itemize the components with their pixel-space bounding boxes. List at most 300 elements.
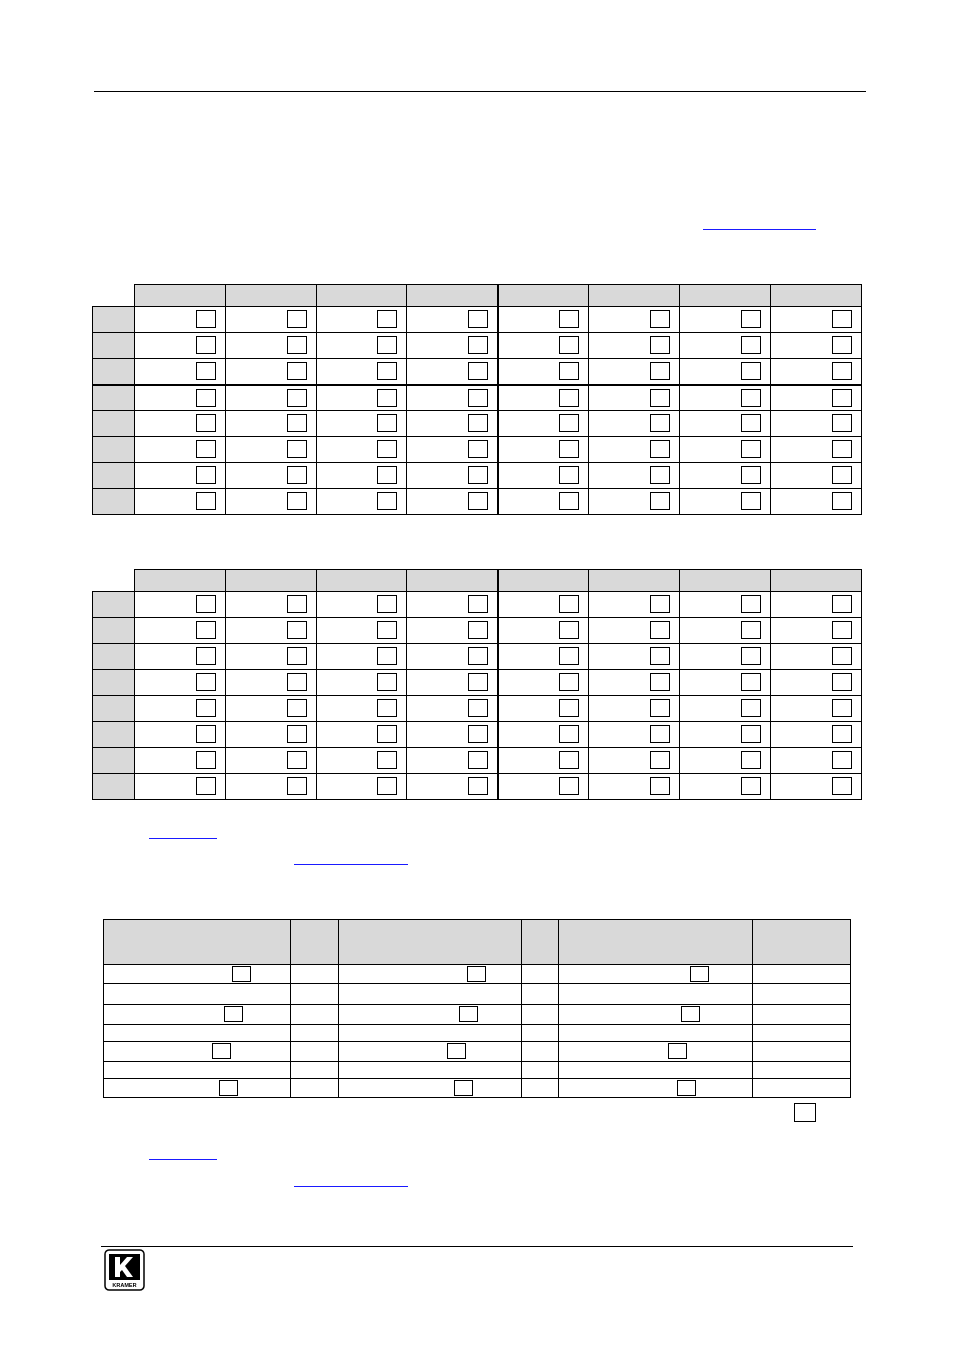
matrix-checkbox[interactable] — [287, 621, 307, 639]
matrix-cell — [680, 359, 771, 385]
column-header — [589, 570, 680, 592]
options-cell — [291, 1079, 339, 1098]
matrix-checkbox[interactable] — [741, 647, 761, 665]
matrix-cell — [498, 696, 589, 722]
matrix-checkbox[interactable] — [287, 725, 307, 743]
options-cell — [559, 984, 753, 1005]
matrix-checkbox[interactable] — [559, 621, 579, 639]
row-label — [93, 437, 135, 463]
matrix-checkbox[interactable] — [377, 389, 397, 407]
option-checkbox[interactable] — [219, 1080, 238, 1096]
matrix-cell — [680, 489, 771, 515]
row-label — [93, 670, 135, 696]
options-cell — [522, 1079, 559, 1098]
matrix-checkbox[interactable] — [741, 336, 761, 354]
table-row — [93, 411, 862, 437]
options-table — [103, 919, 851, 1098]
matrix-cell — [317, 333, 407, 359]
options-cell — [753, 1062, 851, 1079]
matrix-cell — [771, 359, 862, 385]
matrix-checkbox[interactable] — [287, 310, 307, 328]
matrix-cell — [407, 489, 498, 515]
matrix-cell — [589, 774, 680, 800]
options-cell — [559, 1062, 753, 1079]
column-header — [498, 570, 589, 592]
matrix-checkbox[interactable] — [468, 699, 488, 717]
matrix-checkbox[interactable] — [287, 647, 307, 665]
matrix-checkbox[interactable] — [196, 336, 216, 354]
option-checkbox[interactable] — [677, 1080, 696, 1096]
matrix-checkbox[interactable] — [741, 751, 761, 769]
matrix-checkbox[interactable] — [832, 673, 852, 691]
matrix-checkbox[interactable] — [287, 440, 307, 458]
matrix-cell — [589, 463, 680, 489]
row-label — [93, 333, 135, 359]
option-checkbox[interactable] — [681, 1006, 700, 1022]
matrix-checkbox[interactable] — [559, 362, 579, 380]
options-cell — [522, 1005, 559, 1025]
matrix-cell — [589, 748, 680, 774]
matrix-cell — [317, 307, 407, 333]
matrix-cell — [407, 411, 498, 437]
matrix-cell — [680, 644, 771, 670]
matrix-cell — [317, 463, 407, 489]
matrix-cell — [135, 489, 226, 515]
matrix-checkbox[interactable] — [832, 751, 852, 769]
matrix-cell — [135, 463, 226, 489]
matrix-cell — [226, 592, 317, 618]
matrix-cell — [589, 333, 680, 359]
options-cell — [291, 1042, 339, 1062]
matrix-cell — [680, 307, 771, 333]
matrix-checkbox[interactable] — [559, 440, 579, 458]
matrix-checkbox[interactable] — [559, 751, 579, 769]
matrix-checkbox[interactable] — [287, 673, 307, 691]
matrix-cell — [226, 696, 317, 722]
matrix-cell — [317, 748, 407, 774]
matrix-checkbox[interactable] — [650, 673, 670, 691]
matrix-checkbox[interactable] — [741, 414, 761, 432]
row-label — [93, 774, 135, 800]
matrix-cell — [317, 774, 407, 800]
matrix-checkbox[interactable] — [559, 466, 579, 484]
option-checkbox[interactable] — [690, 966, 709, 982]
row-label — [93, 696, 135, 722]
matrix-checkbox[interactable] — [559, 492, 579, 510]
matrix-checkbox[interactable] — [650, 751, 670, 769]
matrix-checkbox[interactable] — [377, 673, 397, 691]
matrix-checkbox[interactable] — [287, 336, 307, 354]
matrix-checkbox[interactable] — [468, 362, 488, 380]
options-header-cell — [559, 920, 753, 965]
matrix-cell — [407, 463, 498, 489]
matrix-checkbox[interactable] — [377, 621, 397, 639]
table-row — [93, 437, 862, 463]
matrix-checkbox[interactable] — [468, 492, 488, 510]
matrix-checkbox[interactable] — [832, 336, 852, 354]
matrix-checkbox[interactable] — [650, 621, 670, 639]
row-label — [93, 385, 135, 411]
matrix-checkbox[interactable] — [832, 440, 852, 458]
matrix-cell — [589, 411, 680, 437]
matrix-checkbox[interactable] — [559, 699, 579, 717]
matrix-checkbox[interactable] — [468, 310, 488, 328]
row-label — [93, 411, 135, 437]
matrix-checkbox[interactable] — [832, 725, 852, 743]
matrix-checkbox[interactable] — [196, 310, 216, 328]
options-cell — [522, 984, 559, 1005]
matrix-checkbox[interactable] — [832, 389, 852, 407]
options-cell — [753, 1005, 851, 1025]
matrix-cell — [498, 333, 589, 359]
matrix-checkbox[interactable] — [196, 621, 216, 639]
matrix-cell — [589, 592, 680, 618]
table-row — [104, 965, 851, 984]
matrix-cell — [226, 437, 317, 463]
options-cell — [522, 965, 559, 984]
options-cell — [522, 1062, 559, 1079]
matrix-checkbox[interactable] — [650, 466, 670, 484]
matrix-checkbox[interactable] — [832, 699, 852, 717]
options-cell — [291, 1005, 339, 1025]
matrix-checkbox[interactable] — [650, 336, 670, 354]
table-row — [93, 592, 862, 618]
matrix-checkbox[interactable] — [832, 362, 852, 380]
matrix-cell — [226, 722, 317, 748]
matrix-cell — [407, 359, 498, 385]
matrix-cell — [498, 592, 589, 618]
matrix-cell — [589, 618, 680, 644]
matrix-checkbox[interactable] — [196, 414, 216, 432]
matrix-checkbox[interactable] — [559, 310, 579, 328]
matrix-checkbox[interactable] — [287, 389, 307, 407]
matrix-checkbox[interactable] — [196, 699, 216, 717]
link-underline-mid-2[interactable] — [294, 864, 408, 865]
matrix-checkbox[interactable] — [741, 725, 761, 743]
matrix-checkbox[interactable] — [559, 595, 579, 613]
row-label — [93, 463, 135, 489]
matrix-cell — [771, 592, 862, 618]
matrix-cell — [680, 774, 771, 800]
option-checkbox[interactable] — [668, 1043, 687, 1059]
matrix-checkbox[interactable] — [287, 492, 307, 510]
matrix-cell — [317, 359, 407, 385]
matrix-cell — [771, 618, 862, 644]
matrix-checkbox[interactable] — [741, 466, 761, 484]
matrix-checkbox[interactable] — [650, 699, 670, 717]
matrix-checkbox[interactable] — [468, 466, 488, 484]
matrix-checkbox[interactable] — [196, 595, 216, 613]
options-header-cell — [291, 920, 339, 965]
matrix-checkbox[interactable] — [377, 336, 397, 354]
matrix-cell — [317, 489, 407, 515]
option-checkbox[interactable] — [459, 1006, 478, 1022]
matrix-cell — [498, 644, 589, 670]
matrix-checkbox[interactable] — [196, 725, 216, 743]
matrix-checkbox[interactable] — [741, 440, 761, 458]
matrix-checkbox[interactable] — [650, 440, 670, 458]
matrix-table-1 — [92, 284, 862, 515]
table-row — [93, 774, 862, 800]
options-cell — [559, 1005, 753, 1025]
standalone-checkbox[interactable] — [794, 1103, 816, 1122]
matrix-cell — [771, 411, 862, 437]
matrix-checkbox[interactable] — [287, 777, 307, 795]
matrix-checkbox[interactable] — [832, 492, 852, 510]
matrix-cell — [498, 774, 589, 800]
matrix-checkbox[interactable] — [377, 414, 397, 432]
row-label — [93, 618, 135, 644]
matrix-cell — [226, 748, 317, 774]
options-cell — [291, 1062, 339, 1079]
matrix-checkbox[interactable] — [741, 673, 761, 691]
matrix-checkbox[interactable] — [196, 777, 216, 795]
matrix-checkbox[interactable] — [832, 777, 852, 795]
options-header-cell — [104, 920, 291, 965]
matrix-checkbox[interactable] — [741, 389, 761, 407]
table-row — [104, 984, 851, 1005]
matrix-checkbox[interactable] — [468, 389, 488, 407]
matrix-checkbox[interactable] — [377, 595, 397, 613]
matrix-checkbox[interactable] — [832, 466, 852, 484]
matrix-checkbox[interactable] — [741, 699, 761, 717]
matrix-checkbox[interactable] — [559, 673, 579, 691]
table-row — [104, 1062, 851, 1079]
matrix-cell — [771, 722, 862, 748]
matrix-checkbox[interactable] — [196, 440, 216, 458]
options-cell — [753, 1079, 851, 1098]
matrix-cell — [317, 437, 407, 463]
column-header — [771, 285, 862, 307]
matrix-cell — [498, 385, 589, 411]
matrix-checkbox[interactable] — [287, 466, 307, 484]
matrix-checkbox[interactable] — [468, 414, 488, 432]
options-cell — [753, 1042, 851, 1062]
matrix-cell — [226, 333, 317, 359]
table-row — [93, 333, 862, 359]
matrix-checkbox[interactable] — [377, 310, 397, 328]
table-row — [93, 385, 862, 411]
matrix-checkbox[interactable] — [741, 595, 761, 613]
matrix-cell — [135, 618, 226, 644]
column-header — [135, 285, 226, 307]
matrix-checkbox[interactable] — [287, 699, 307, 717]
matrix-checkbox[interactable] — [377, 725, 397, 743]
options-cell — [753, 965, 851, 984]
matrix-cell — [407, 618, 498, 644]
column-header — [135, 570, 226, 592]
row-label — [93, 359, 135, 385]
matrix-checkbox[interactable] — [650, 310, 670, 328]
matrix-checkbox[interactable] — [377, 777, 397, 795]
matrix-checkbox[interactable] — [832, 414, 852, 432]
matrix-cell — [771, 307, 862, 333]
matrix-cell — [680, 618, 771, 644]
matrix-cell — [680, 437, 771, 463]
matrix-checkbox[interactable] — [650, 595, 670, 613]
matrix-cell — [680, 592, 771, 618]
matrix-cell — [589, 644, 680, 670]
matrix-checkbox[interactable] — [196, 647, 216, 665]
matrix-cell — [771, 489, 862, 515]
link-underline-top[interactable] — [703, 229, 816, 230]
matrix-checkbox[interactable] — [559, 647, 579, 665]
matrix-cell — [317, 411, 407, 437]
matrix-checkbox[interactable] — [559, 725, 579, 743]
option-checkbox[interactable] — [212, 1043, 231, 1059]
matrix-checkbox[interactable] — [468, 751, 488, 769]
table-row — [93, 644, 862, 670]
link-underline-mid-1[interactable] — [149, 838, 217, 839]
matrix-checkbox[interactable] — [196, 751, 216, 769]
option-checkbox[interactable] — [454, 1080, 473, 1096]
options-cell — [753, 1025, 851, 1042]
matrix-cell — [589, 489, 680, 515]
matrix-checkbox[interactable] — [377, 699, 397, 717]
table-row — [93, 489, 862, 515]
matrix-checkbox[interactable] — [287, 362, 307, 380]
footer-rule — [101, 1246, 853, 1247]
matrix-checkbox[interactable] — [377, 466, 397, 484]
matrix-checkbox[interactable] — [559, 336, 579, 354]
matrix-checkbox[interactable] — [468, 673, 488, 691]
matrix-cell — [680, 333, 771, 359]
matrix-cell — [226, 359, 317, 385]
matrix-checkbox[interactable] — [559, 777, 579, 795]
row-label — [93, 644, 135, 670]
matrix-cell — [680, 696, 771, 722]
options-cell — [559, 1025, 753, 1042]
matrix-cell — [407, 437, 498, 463]
logo-brand-text: KRAMER — [112, 1283, 137, 1289]
table-row — [93, 722, 862, 748]
matrix-checkbox[interactable] — [468, 621, 488, 639]
matrix-cell — [135, 411, 226, 437]
matrix-cell — [589, 722, 680, 748]
matrix-checkbox[interactable] — [287, 595, 307, 613]
matrix-checkbox[interactable] — [832, 595, 852, 613]
matrix-checkbox[interactable] — [196, 492, 216, 510]
matrix-checkbox[interactable] — [832, 310, 852, 328]
matrix-checkbox[interactable] — [650, 725, 670, 743]
options-cell — [339, 965, 522, 984]
row-label — [93, 307, 135, 333]
matrix-cell — [771, 748, 862, 774]
matrix-checkbox[interactable] — [196, 389, 216, 407]
matrix-checkbox[interactable] — [650, 647, 670, 665]
matrix-cell — [135, 774, 226, 800]
row-label — [93, 592, 135, 618]
column-header — [317, 285, 407, 307]
options-cell — [559, 1079, 753, 1098]
matrix-checkbox[interactable] — [377, 751, 397, 769]
matrix-cell — [589, 359, 680, 385]
matrix-cell — [135, 722, 226, 748]
matrix-checkbox[interactable] — [468, 647, 488, 665]
matrix-checkbox[interactable] — [650, 389, 670, 407]
options-cell — [104, 984, 291, 1005]
corner-cell — [93, 570, 135, 592]
matrix-checkbox[interactable] — [468, 725, 488, 743]
matrix-checkbox[interactable] — [468, 440, 488, 458]
matrix-cell — [407, 385, 498, 411]
options-cell — [291, 984, 339, 1005]
matrix-checkbox[interactable] — [741, 492, 761, 510]
options-cell — [522, 1042, 559, 1062]
matrix-cell — [135, 437, 226, 463]
matrix-cell — [771, 437, 862, 463]
column-header — [226, 285, 317, 307]
matrix-checkbox[interactable] — [741, 310, 761, 328]
table-row — [93, 618, 862, 644]
matrix-checkbox[interactable] — [287, 751, 307, 769]
matrix-checkbox[interactable] — [287, 414, 307, 432]
option-checkbox[interactable] — [447, 1043, 466, 1059]
matrix-checkbox[interactable] — [377, 647, 397, 665]
matrix-cell — [317, 644, 407, 670]
link-underline-bottom-1[interactable] — [149, 1159, 217, 1160]
matrix-cell — [589, 307, 680, 333]
matrix-cell — [771, 463, 862, 489]
matrix-cell — [317, 618, 407, 644]
matrix-cell — [498, 307, 589, 333]
matrix-checkbox[interactable] — [468, 336, 488, 354]
matrix-checkbox[interactable] — [196, 673, 216, 691]
matrix-checkbox[interactable] — [559, 389, 579, 407]
matrix-checkbox[interactable] — [741, 362, 761, 380]
matrix-cell — [135, 748, 226, 774]
matrix-checkbox[interactable] — [377, 440, 397, 458]
column-header — [317, 570, 407, 592]
matrix-checkbox[interactable] — [832, 621, 852, 639]
matrix-checkbox[interactable] — [559, 414, 579, 432]
matrix-checkbox[interactable] — [377, 362, 397, 380]
matrix-cell — [498, 748, 589, 774]
matrix-checkbox[interactable] — [196, 362, 216, 380]
option-checkbox[interactable] — [467, 966, 486, 982]
option-checkbox[interactable] — [232, 966, 251, 982]
matrix-checkbox[interactable] — [377, 492, 397, 510]
matrix-cell — [498, 670, 589, 696]
matrix-cell — [771, 696, 862, 722]
option-checkbox[interactable] — [224, 1006, 243, 1022]
options-cell — [104, 1005, 291, 1025]
options-cell — [104, 1079, 291, 1098]
matrix-checkbox[interactable] — [650, 777, 670, 795]
matrix-cell — [135, 592, 226, 618]
matrix-checkbox[interactable] — [650, 414, 670, 432]
matrix-checkbox[interactable] — [196, 466, 216, 484]
column-header — [407, 570, 498, 592]
matrix-checkbox[interactable] — [650, 492, 670, 510]
matrix-checkbox[interactable] — [468, 777, 488, 795]
link-underline-bottom-2[interactable] — [294, 1186, 408, 1187]
matrix-checkbox[interactable] — [741, 621, 761, 639]
matrix-cell — [407, 696, 498, 722]
matrix-checkbox[interactable] — [741, 777, 761, 795]
options-cell — [559, 1042, 753, 1062]
matrix-checkbox[interactable] — [468, 595, 488, 613]
matrix-cell — [226, 644, 317, 670]
matrix-cell — [680, 463, 771, 489]
matrix-checkbox[interactable] — [832, 647, 852, 665]
matrix-cell — [226, 307, 317, 333]
matrix-cell — [680, 385, 771, 411]
matrix-cell — [589, 670, 680, 696]
matrix-cell — [771, 670, 862, 696]
matrix-checkbox[interactable] — [650, 362, 670, 380]
matrix-cell — [498, 411, 589, 437]
